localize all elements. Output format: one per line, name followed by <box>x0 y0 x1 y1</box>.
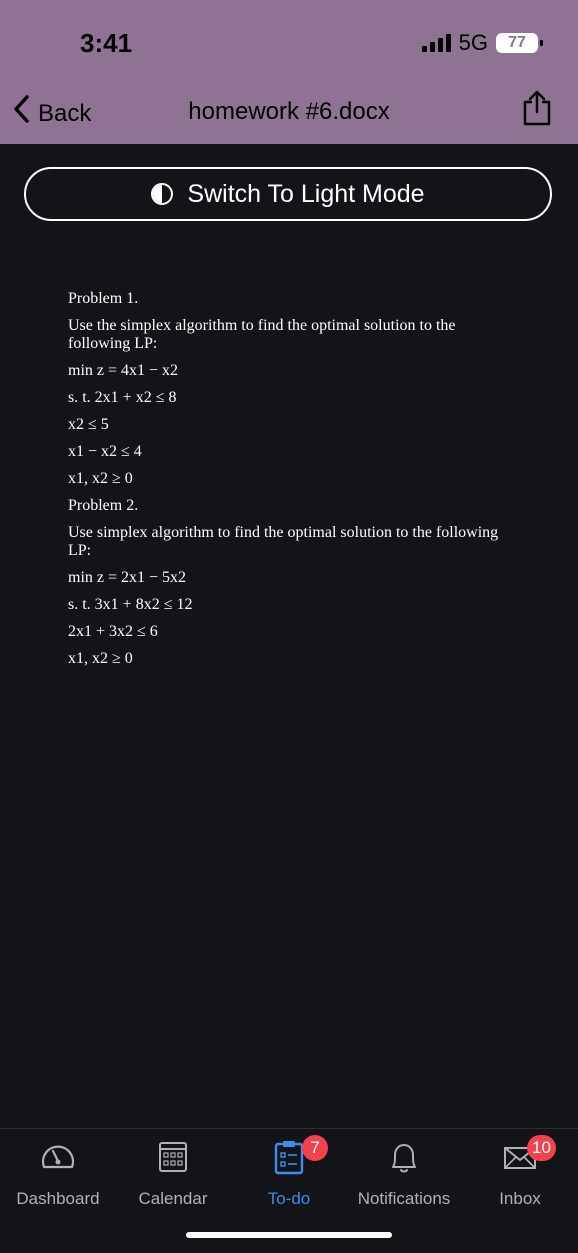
problem-1-constraint-1: s. t. 2x1 + x2 ≤ 8 <box>68 389 177 406</box>
tab-notifications[interactable] <box>346 1139 462 1209</box>
problem-2-constraint-1: s. t. 3x1 + 8x2 ≤ 12 <box>68 596 193 613</box>
status-time: 3:41 <box>80 28 133 58</box>
problem-1-heading: Problem 1. <box>68 290 139 307</box>
tab-bar <box>0 1128 578 1209</box>
clipboard-icon <box>270 1138 320 1175</box>
envelope-icon <box>501 1138 551 1175</box>
tab-calendar-label: Calendar <box>138 1189 208 1208</box>
half-circle-icon <box>151 183 173 205</box>
inbox-badge: 10 <box>527 1135 556 1161</box>
tab-inbox-label: Inbox <box>499 1189 541 1208</box>
tab-dashboard[interactable] <box>0 1139 116 1209</box>
problem-1-instruction: Use the simplex algorithm to find the optimal solution to the following LP: <box>68 317 456 352</box>
problem-2-nonnegativity: x1, x2 ≥ 0 <box>68 650 133 667</box>
problem-2-objective: min z = 2x1 − 5x2 <box>68 569 187 586</box>
problem-1-constraint-3: x1 − x2 ≤ 4 <box>68 443 142 460</box>
todo-badge: 7 <box>302 1135 328 1161</box>
battery-icon <box>496 33 538 53</box>
signal-icon <box>422 34 451 52</box>
problem-1-constraint-2: x2 ≤ 5 <box>68 416 109 433</box>
tab-dashboard-label: Dashboard <box>16 1189 100 1208</box>
home-indicator[interactable] <box>186 1232 392 1238</box>
tab-todo-label: To-do <box>267 1189 311 1208</box>
share-icon[interactable] <box>522 90 552 126</box>
calendar-icon <box>154 1139 192 1175</box>
switch-light-mode-button[interactable] <box>24 167 552 221</box>
bell-icon <box>385 1139 423 1175</box>
switch-light-mode-label: Switch To Light Mode <box>187 179 425 208</box>
tab-inbox[interactable] <box>462 1139 578 1209</box>
problem-2-instruction: Use simplex algorithm to find the optimal solution to the following LP: <box>68 524 499 559</box>
tab-notifications-label: Notifications <box>357 1189 451 1208</box>
status-indicators <box>422 30 538 56</box>
problem-2-constraint-2: 2x1 + 3x2 ≤ 6 <box>68 623 158 640</box>
battery-level: 77 <box>508 34 526 51</box>
tab-todo[interactable] <box>231 1139 347 1209</box>
gauge-icon <box>39 1139 77 1175</box>
problem-2-heading: Problem 2. <box>68 497 139 514</box>
tab-calendar[interactable] <box>115 1139 231 1209</box>
document-title: homework #6.docx <box>188 98 390 125</box>
back-label: Back <box>38 100 92 127</box>
document-body <box>68 290 508 677</box>
network-type: 5G <box>458 30 488 55</box>
problem-1-objective: min z = 4x1 − x2 <box>68 362 179 379</box>
top-header <box>0 0 578 144</box>
problem-1-nonnegativity: x1, x2 ≥ 0 <box>68 470 133 487</box>
